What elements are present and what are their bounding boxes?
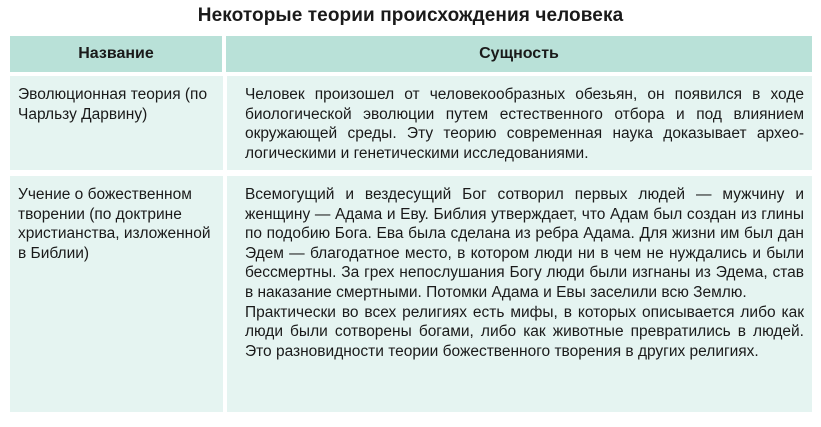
table-row [10,76,812,170]
essence-paragraph: Всемогущий и вездесущий Бог сотворил первых людей — мужчину и женщину — Адама и Еву. Библия утверждает, что Адам был создан из глины по подобию Бога. Ева была сделана из ребра Адама. Для жизни им был дан Эдем — благодатное место, в котором люди ни в чем не нуждались и были бессмертны. За грех непослушания Богу люди были изгнаны из Эдема, став в наказание смертными. Потомки Адама и Евы заселили всю Землю. [244,186,804,301]
essence-paragraph: Человек произошел от человекообразных обезьян, он появился в ходе биологической эволюции путем естественного отбора и под влиянием окружающей среды. Эту теорию современная наука доказывает археологическими и генетическими исследованиями. [244,86,804,162]
column-header-name: Название [10,36,222,72]
essence-paragraph: Практически во всех религиях есть мифы, в которых описывается либо как люди были сотворены богами, либо как животные превратились в людей. Это разновидности теории божественного творения в других религиях. [244,303,804,360]
theory-name-cell: Учение о божественном творении (по доктрине христианства, изложенной в Библии) [10,176,223,412]
theory-essence-cell [227,176,812,412]
table-row [10,176,812,412]
table-title: Некоторые теории происхождения человека [197,5,624,26]
theory-essence-cell [227,76,812,170]
theories-table [10,36,812,412]
table-header-row [10,36,812,72]
column-header-essence: Сущность [226,36,812,72]
theory-name-cell: Эволюционная теория (по Чарльзу Дарвину) [10,76,223,170]
